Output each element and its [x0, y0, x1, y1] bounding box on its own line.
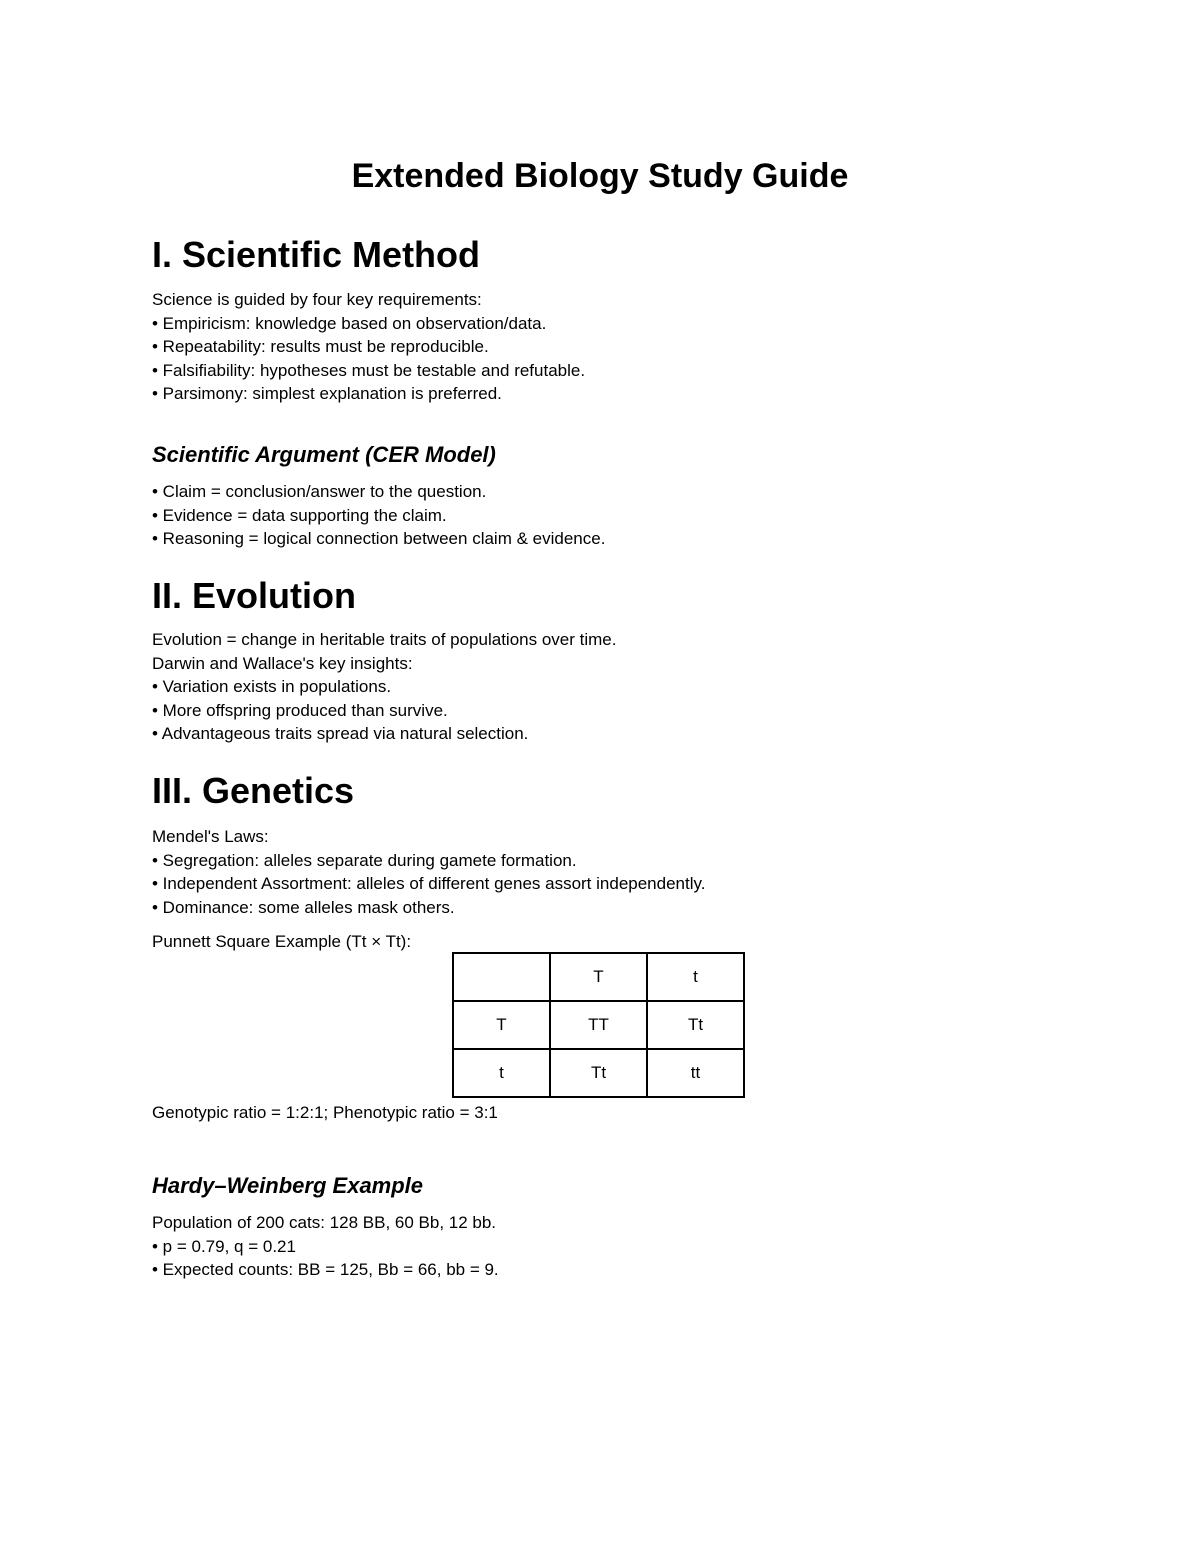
punnett-cell: tt — [647, 1049, 744, 1097]
list-item: • Reasoning = logical connection between claim & evidence. — [152, 529, 606, 549]
punnett-caption: Punnett Square Example (Tt × Tt): — [152, 932, 412, 951]
list-item: • Parsimony: simplest explanation is preferred. — [152, 384, 502, 404]
list-item: • Falsifiability: hypotheses must be testable and refutable. — [152, 360, 586, 380]
list-item: Darwin and Wallace's key insights: — [152, 653, 413, 673]
punnett-cell: t — [453, 1049, 550, 1097]
list-item: • Expected counts: BB = 125, Bb = 66, bb = 9. — [152, 1260, 499, 1280]
list-item: • Advantageous traits spread via natural selection. — [152, 724, 529, 744]
list-item: Science is guided by four key requirements: — [152, 290, 482, 309]
subheading-hardy-weinberg: Hardy–Weinberg Example — [152, 1173, 424, 1198]
table-row — [453, 953, 744, 1001]
punnett-cell: TT — [550, 1001, 647, 1049]
list-item: • Dominance: some alleles mask others. — [152, 897, 455, 917]
section-heading-genetics: III. Genetics — [152, 770, 355, 811]
table-row — [453, 1001, 744, 1049]
evolution-list — [152, 628, 616, 746]
list-item: Population of 200 cats: 128 BB, 60 Bb, 12 bb. — [152, 1213, 497, 1232]
table-row — [453, 1049, 744, 1097]
list-item: • p = 0.79, q = 0.21 — [152, 1236, 296, 1256]
scientific-method-list — [152, 288, 585, 406]
list-item: • Segregation: alleles separate during gamete formation. — [152, 850, 577, 870]
punnett-cell: t — [647, 953, 744, 1001]
document-title: Extended Biology Study Guide — [351, 157, 849, 195]
ratio-line-block — [152, 1101, 498, 1125]
list-item: • Variation exists in populations. — [152, 677, 392, 697]
list-item: Mendel's Laws: — [152, 827, 269, 846]
cer-list — [152, 480, 605, 551]
punnett-cell: T — [550, 953, 647, 1001]
section-heading-scientific-method: I. Scientific Method — [152, 234, 481, 275]
section-heading-evolution: II. Evolution — [152, 575, 356, 616]
list-item: • Repeatability: results must be reproducible. — [152, 337, 489, 357]
punnett-cell — [453, 953, 550, 1001]
list-item: • Empiricism: knowledge based on observation/data. — [152, 313, 547, 333]
hardy-weinberg-list — [152, 1211, 499, 1282]
punnett-square — [452, 952, 745, 1098]
subheading-cer-model: Scientific Argument (CER Model) — [152, 442, 496, 467]
punnett-cell: Tt — [550, 1049, 647, 1097]
ratio-line: Genotypic ratio = 1:2:1; Phenotypic ratio = 3:1 — [152, 1103, 498, 1122]
list-item: • Independent Assortment: alleles of different genes assort independently. — [152, 874, 706, 894]
list-item: • More offspring produced than survive. — [152, 700, 448, 720]
list-item: Evolution = change in heritable traits of populations over time. — [152, 630, 617, 649]
list-item: • Claim = conclusion/answer to the question. — [152, 482, 487, 501]
punnett-cell: T — [453, 1001, 550, 1049]
genetics-list — [152, 825, 705, 919]
list-item: • Evidence = data supporting the claim. — [152, 505, 447, 525]
punnett-cell: Tt — [647, 1001, 744, 1049]
